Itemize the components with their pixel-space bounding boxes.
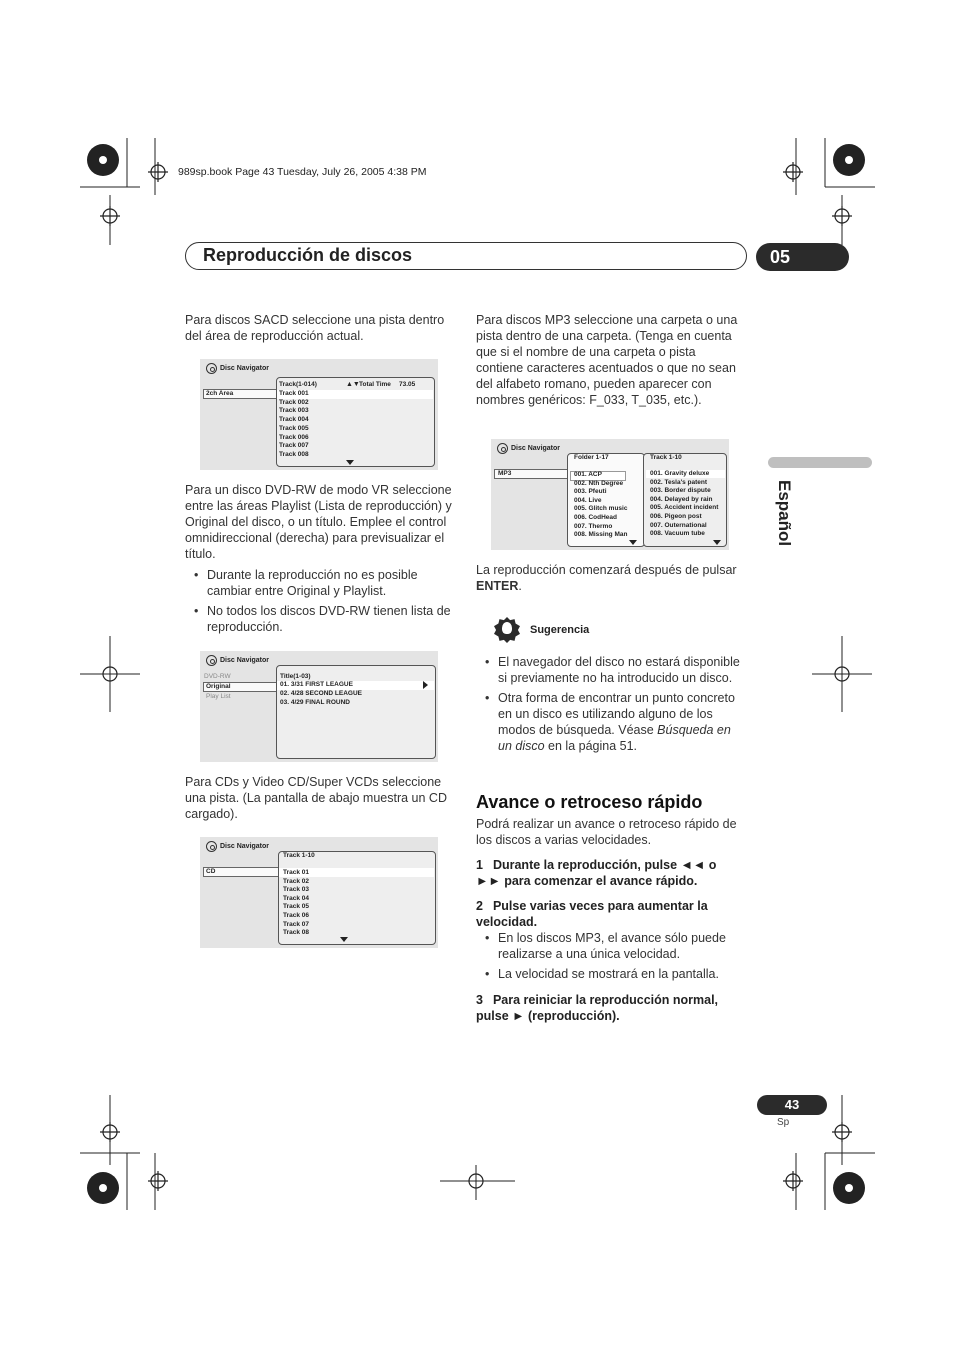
- play-arrow-icon: [423, 681, 428, 689]
- folder-row: 008. Missing Man: [574, 531, 628, 539]
- step-text: Durante la reproducción, pulse ◄◄ o ►► para comenzar el avance rápido.: [476, 858, 717, 888]
- track-row: Track 07: [283, 920, 310, 928]
- screen-header: [206, 655, 269, 666]
- track-scroll-down-icon: [713, 540, 721, 545]
- area-label: 2ch Area: [206, 390, 234, 397]
- enter-key: ENTER: [476, 579, 519, 593]
- track-row: 003. Border dispute: [650, 487, 711, 495]
- disc-icon: [206, 655, 217, 666]
- folder-row: 002. Nth Degree: [574, 479, 624, 487]
- step-text: Para reiniciar la reproducción normal, pulse ► (reproducción).: [476, 993, 719, 1023]
- screen-header-label: Disc Navigator: [511, 445, 561, 452]
- total-time-value: 73.05: [399, 381, 416, 388]
- step-1: [476, 857, 744, 889]
- step-text: Pulse varias veces para aumentar la velocidad.: [476, 899, 708, 929]
- total-time-label: Total Time: [359, 381, 391, 388]
- list-item: • El navegador del disco no estará disponible si previamente no ha introducido un disco.: [476, 654, 746, 686]
- folder-list-header: Folder 1-17: [574, 454, 609, 461]
- track-row: Track 01: [283, 869, 310, 876]
- track-row: 002. Tesla's patent: [650, 478, 708, 486]
- playback-start: La reproducción comenzará después de pulsar: [476, 563, 737, 577]
- step-number: 3: [476, 993, 483, 1007]
- track-row: Track 05: [283, 903, 310, 911]
- original-label: Original: [206, 683, 231, 690]
- disc-icon: [206, 841, 217, 852]
- cd-label: CD: [206, 868, 216, 875]
- track-row: Track 001: [279, 390, 309, 397]
- title-row: 01. 3/31 FIRST LEAGUE: [280, 681, 353, 688]
- list-item: • No todos los discos DVD-RW tienen lista de reproducción.: [185, 603, 457, 635]
- sacd-intro: Para discos SACD seleccione una pista dentro del área de reproducción actual.: [185, 313, 445, 343]
- track-row: 005. Accident incident: [650, 504, 719, 512]
- list-item: • La velocidad se mostrará en la pantalla.: [476, 966, 746, 982]
- dvdrw-intro: Para un disco DVD-RW de modo VR seleccione entre las áreas Playlist (Lista de reproducción) y Original del disco, o un título. Emplee el control omnidireccional (derecha) para previsualizar el título.: [185, 483, 452, 561]
- list-header: Title(1-03): [280, 673, 311, 680]
- page-number: 43: [757, 1095, 827, 1115]
- mp3-intro: Para discos MP3 seleccione una carpeta o una pista dentro de una carpeta. (Tenga en cuenta que si el nombre de una carpeta o pista contiene caracteres acentuados o que no sean del alfabeto romano, pueden aparecer con nombres genéricos: F_033, T_035, etc.).: [476, 313, 738, 407]
- screen-header: [206, 363, 269, 374]
- playback-start-text: [476, 562, 744, 594]
- folder-row: 006. CodHead: [574, 514, 617, 521]
- track-row: Track 08: [283, 929, 310, 937]
- track-row: 004. Delayed by rain: [650, 495, 713, 503]
- folder-row: 003. Pfeuti: [574, 488, 607, 496]
- track-row: Track 008: [279, 450, 309, 458]
- up-down-icon: ▲▼: [346, 381, 360, 388]
- step-2-notes: [476, 930, 746, 986]
- chapter-number: 05: [756, 243, 849, 271]
- title-row: 02. 4/28 SECOND LEAGUE: [280, 690, 362, 697]
- section-title: Reproducción de discos: [203, 245, 413, 265]
- disc-type-label: DVD-RW: [204, 673, 231, 680]
- mp3-disc-navigator-screen: [491, 439, 729, 550]
- tip-reference: Búsqueda en un disco: [498, 723, 731, 753]
- period: .: [518, 579, 522, 593]
- playlist-label: Play List: [206, 693, 231, 700]
- folder-row: 001. ACP: [574, 471, 602, 478]
- list-item: • En los discos MP3, el avance sólo puede realizarse a una única velocidad.: [476, 930, 746, 962]
- track-row: 001. Gravity deluxe: [650, 470, 710, 477]
- dvdrw-disc-navigator-screen: [200, 651, 438, 762]
- track-row: Track 003: [279, 407, 309, 415]
- step-number: 1: [476, 858, 483, 872]
- cd-intro: Para CDs y Video CD/Super VCDs seleccione una pista. (La pantalla de abajo muestra un CD cargado).: [185, 775, 447, 821]
- title-row: 03. 4/29 FINAL ROUND: [280, 699, 350, 706]
- list-header: Track(1-014): [279, 381, 317, 388]
- tip-title: Sugerencia: [530, 624, 590, 636]
- folder-row: 004. Live: [574, 496, 602, 504]
- lightbulb-icon: [502, 622, 512, 634]
- list-item: [476, 690, 746, 754]
- screen-header-label: Disc Navigator: [220, 657, 270, 664]
- disc-icon: [206, 363, 217, 374]
- list-header: Track 1-10: [283, 852, 315, 859]
- book-info: 989sp.book Page 43 Tuesday, July 26, 2005 4:38 PM: [178, 166, 427, 178]
- track-row: Track 03: [283, 886, 310, 894]
- track-row: Track 007: [279, 442, 309, 450]
- track-row: Track 04: [283, 894, 310, 902]
- section-heading: Avance o retroceso rápido: [476, 792, 703, 812]
- scroll-down-icon: [346, 460, 354, 465]
- cd-disc-navigator-screen: [200, 837, 438, 948]
- mp3-label: MP3: [498, 470, 512, 477]
- track-row: Track 006: [279, 433, 309, 441]
- step-3: [476, 992, 744, 1024]
- folder-row: 005. Glitch music: [574, 505, 628, 513]
- folder-scroll-down-icon: [629, 540, 637, 545]
- language-label: [770, 480, 800, 560]
- tip-text: Otra forma de encontrar un punto concreto en un disco es utilizando alguno de los modos de búsqueda. Véase: [498, 691, 735, 737]
- track-row: Track 005: [279, 424, 309, 432]
- step-number: 2: [476, 899, 483, 913]
- screen-header-label: Disc Navigator: [220, 843, 270, 850]
- list-item: • Durante la reproducción no es posible cambiar entre Original y Playlist.: [185, 567, 457, 599]
- tip-list: [476, 654, 746, 758]
- folder-row: 007. Thermo: [574, 522, 613, 530]
- heading-intro: Podrá realizar un avance o retroceso rápido de los discos a varias velocidades.: [476, 817, 737, 847]
- track-row: 006. Pigeon post: [650, 513, 702, 520]
- track-row: Track 004: [279, 416, 309, 424]
- track-row: Track 06: [283, 912, 310, 919]
- track-row: 008. Vacuum tube: [650, 530, 705, 538]
- screen-header: [497, 443, 560, 454]
- language-tab: [768, 457, 872, 468]
- screen-header: [206, 841, 269, 852]
- sacd-disc-navigator-screen: [200, 359, 438, 470]
- track-row: Track 02: [283, 877, 310, 885]
- dvdrw-notes: [185, 567, 457, 639]
- track-list-header: Track 1-10: [650, 454, 682, 461]
- scroll-down-icon: [340, 937, 348, 942]
- track-row: 007. Outernational: [650, 521, 707, 529]
- disc-icon: [497, 443, 508, 454]
- language-label-text: Español: [775, 480, 794, 547]
- page-language: Sp: [777, 1117, 790, 1128]
- step-2: [476, 898, 744, 930]
- track-row: Track 002: [279, 398, 309, 406]
- screen-header-label: Disc Navigator: [220, 365, 270, 372]
- tip-text-end: en la página 51.: [548, 739, 638, 753]
